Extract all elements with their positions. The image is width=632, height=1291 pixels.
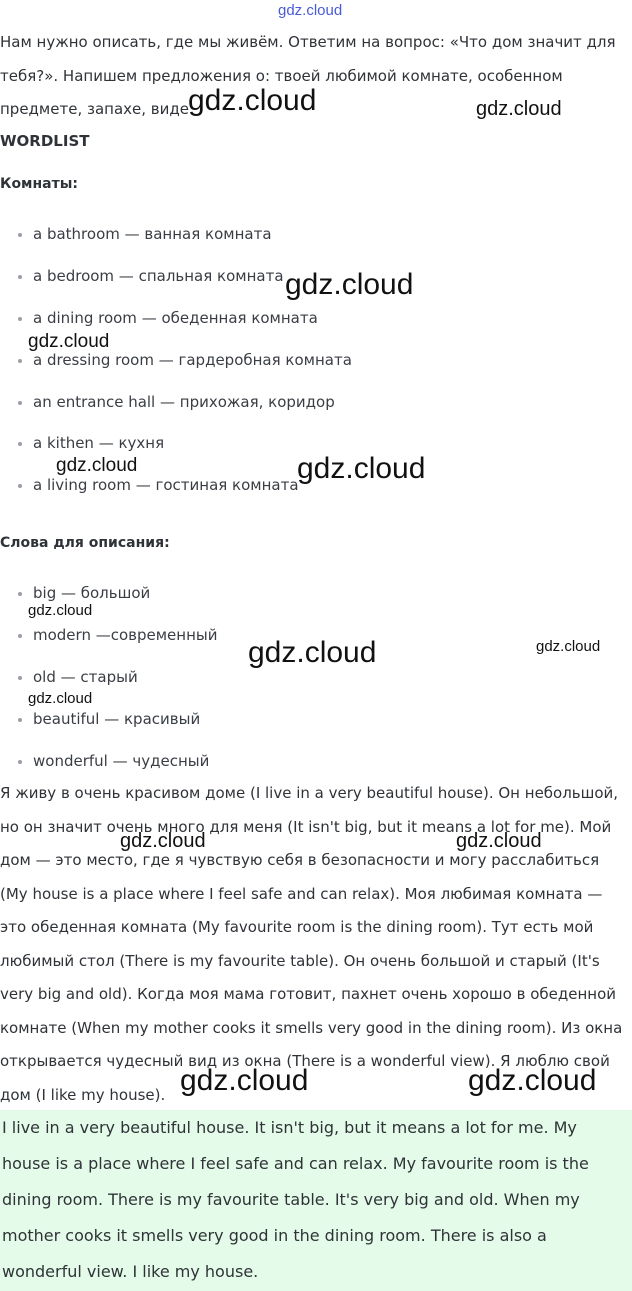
list-item <box>33 267 284 285</box>
watermark: gdz.cloud <box>248 636 377 669</box>
bullet-icon <box>18 275 22 279</box>
answer-text: I live in a very beautiful house. It isn't big, but it means a lot for me. My house is a place where I feel safe and can relax. My favourite room is the dining room. There is my favourite table. It's very big and old. When my mother cooks it smells very good in the dining room. There is also a wonderful view. I like my house. <box>2 1118 589 1281</box>
watermark: gdz.cloud <box>120 830 206 852</box>
bullet-icon <box>18 442 22 446</box>
description-heading: Слова для описания: <box>0 535 170 551</box>
list-item-text: modern —современный <box>33 626 218 644</box>
list-item <box>33 434 164 452</box>
bullet-icon <box>18 592 22 596</box>
list-item <box>33 476 299 494</box>
watermark: gdz.cloud <box>536 638 601 655</box>
watermark: gdz.cloud <box>28 602 93 619</box>
watermark: gdz.cloud <box>56 455 138 476</box>
list-item-text: beautiful — красивый <box>33 710 201 728</box>
list-item <box>33 393 335 411</box>
bullet-icon <box>18 676 22 680</box>
bullet-icon <box>18 718 22 722</box>
watermark: gdz.cloud <box>28 331 110 352</box>
list-item-text: wonderful — чудесный <box>33 752 210 770</box>
translation-paragraph: Я живу в очень красивом доме (I live in a very beautiful house). Он небольшой, но он значит очень много для меня (It isn't big, but it means a lot for me). Мой дом — это место, где я чувствую себя в безопасности и могу расслабиться (My house is a place where I feel safe and can relax). Моя любимая комната — это обеденная комната (My favourite room is the dining room). Тут есть мой любимый стол (There is my favourite table). Он очень большой и старый (It's very big and old). Когда моя мама готовит, пахнет очень хорошо в обеденной комнате (When my mother cooks it smells very good in the dining room). Из окна открывается чудесный вид из окна (There is a wonderful view). Я люблю свой дом (I like my house). <box>0 784 623 1104</box>
answer-box <box>0 1110 632 1291</box>
list-item <box>33 668 138 686</box>
bullet-icon <box>18 760 22 764</box>
bullet-icon <box>18 484 22 488</box>
list-item <box>33 225 272 243</box>
watermark: gdz.cloud <box>188 84 317 117</box>
watermark: gdz.cloud <box>180 1064 309 1097</box>
list-item-text: a bathroom — ванная комната <box>33 225 272 243</box>
list-item-text: old — старый <box>33 668 138 686</box>
list-item-text: a kithen — кухня <box>33 434 165 452</box>
wordlist-title: WORDLIST <box>0 132 90 150</box>
list-item-text: a living room — гостиная комната <box>33 476 299 494</box>
bullet-icon <box>18 233 22 237</box>
list-item-text: a dining room — обеденная комната <box>33 309 318 327</box>
watermark: gdz.cloud <box>285 268 414 301</box>
rooms-heading: Комнаты: <box>0 176 78 192</box>
watermark: gdz.cloud <box>297 452 426 485</box>
bullet-icon <box>18 634 22 638</box>
list-item <box>33 752 209 770</box>
list-item <box>33 710 200 728</box>
bullet-icon <box>18 401 22 405</box>
list-item-text: a bedroom — спальная комната <box>33 267 284 285</box>
watermark: gdz.cloud <box>456 830 542 852</box>
list-item <box>33 351 352 369</box>
intro-text: Нам нужно описать, где мы живём. Ответим на вопрос: «Что дом значит для тебя?». Напишем предложения о: твоей любимой комнате, особенном предмете, запахе, виде. <box>0 33 616 118</box>
list-item-text: big — большой <box>33 584 151 602</box>
bullet-icon <box>18 317 22 321</box>
watermark: gdz.cloud <box>468 1064 597 1097</box>
list-item-text: an entrance hall — прихожая, коридор <box>33 393 335 411</box>
bullet-icon <box>18 359 22 363</box>
watermark: gdz.cloud <box>28 690 93 707</box>
top-watermark: gdz.cloud <box>278 2 343 19</box>
list-item-text: a dressing room — гардеробная комната <box>33 351 352 369</box>
list-item <box>33 584 150 602</box>
list-item <box>33 626 217 644</box>
list-item <box>33 309 318 327</box>
watermark: gdz.cloud <box>476 98 562 120</box>
